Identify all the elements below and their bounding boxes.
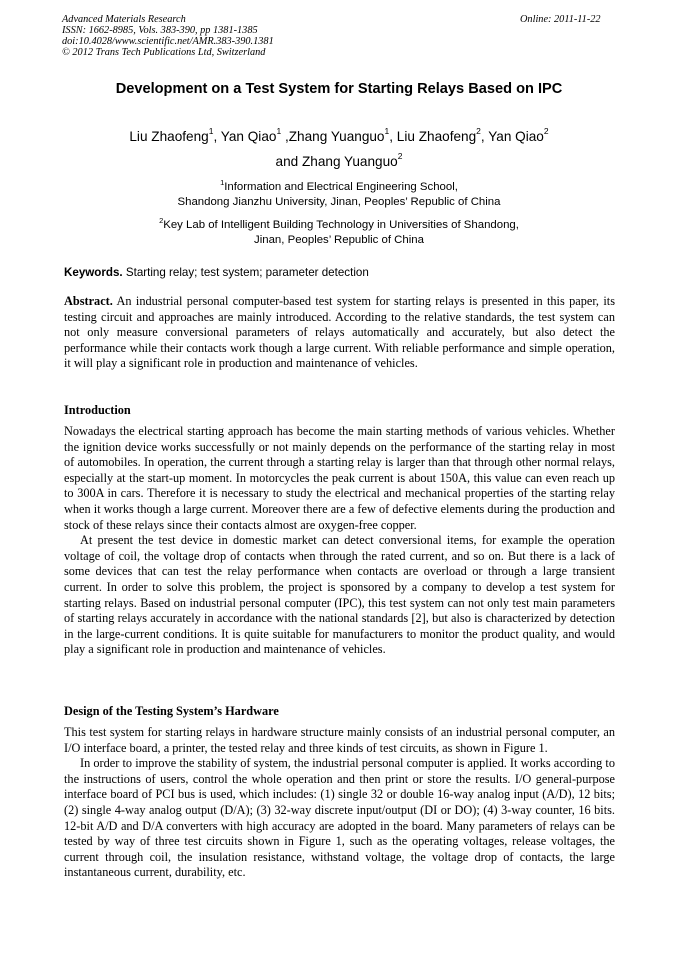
author-affiliation-mark: 1 bbox=[208, 126, 214, 136]
hardware-design-body bbox=[64, 725, 615, 881]
paragraph: In order to improve the stability of system, the industrial personal computer is applied. It works according to the instructions of users, control the whole operation and then print or store the results. I/O general-purpose interface board of PCI bus is used, which includes: (1) single 32 or double 16-way analog input (A/D), 12 bits; (2) single 4-way analog output (D/A); (3) 32-way discrete input/output (DI or DO); (4) 3-way counter, 16 bits. 12-bit A/D and D/A converters with high accuracy are adopted in the board. Many parameters of relays can be tested by way of three test circuits shown in Figure 1, such as the operating voltages, release voltages, the current through coil, the insulation resistance, withstand voltage, the voltage drop of contacts, the large instantaneous current, durability, etc. bbox=[64, 756, 615, 880]
author-affiliation-mark: 2 bbox=[397, 151, 403, 161]
keywords-text: Starting relay; test system; parameter detection bbox=[122, 266, 369, 279]
affiliation-1 bbox=[40, 180, 638, 210]
author-affiliation-mark: 2 bbox=[476, 126, 481, 136]
abstract-text: An industrial personal computer-based test system for starting relays is presented in this paper, its testing circuit and approaches are mainly introduced. According to the relative standards, the test system can not only measure conversional parameters of relays automatically and accurately, but also detect the performance while their contacts work though a large current. With reliable performance and simple operation, it will play a significant role in production and maintenance of vehicles. bbox=[64, 294, 615, 371]
author-name: Liu Zhaofeng bbox=[129, 129, 209, 144]
affiliation-2-line-2: Jinan, Peoples’ Republic of China bbox=[254, 234, 424, 246]
section-heading-introduction: Introduction bbox=[64, 403, 131, 417]
author-name: , Liu Zhaofeng bbox=[389, 129, 477, 144]
author-list bbox=[40, 124, 638, 174]
author-name: and Zhang Yuanguo bbox=[275, 154, 398, 169]
author-affiliation-mark: 2 bbox=[543, 126, 549, 136]
affiliation-text: Key Lab of Intelligent Building Technology in Universities of Shandong, bbox=[163, 219, 519, 231]
affiliation-1-line-2: Shandong Jianzhu University, Jinan, Peoples’ Republic of China bbox=[177, 196, 501, 208]
abstract-label: Abstract. bbox=[64, 294, 113, 308]
copyright-line: © 2012 Trans Tech Publications Ltd, Switzerland bbox=[62, 47, 266, 58]
affiliation-mark: 1 bbox=[220, 178, 225, 187]
author-name: , Yan Qiao bbox=[213, 129, 277, 144]
author-line-1 bbox=[40, 124, 638, 149]
affiliation-2 bbox=[40, 218, 638, 248]
paragraph: This test system for starting relays in hardware structure mainly consists of an industrial personal computer, an I/O interface board, a printer, the tested relay and three kinds of test circuits, as shown in Figure 1. bbox=[64, 725, 615, 755]
author-name: , Yan Qiao bbox=[480, 129, 544, 144]
introduction-body bbox=[64, 424, 615, 658]
keywords bbox=[64, 266, 369, 279]
affiliation-mark: 2 bbox=[159, 216, 164, 225]
author-affiliation-mark: 1 bbox=[276, 126, 282, 136]
paragraph: Nowadays the electrical starting approach has become the main starting methods of various vehicles. Whether the ignition device works successfully or not mainly depends on the performance of the starting relay in most of automobiles. In operation, the current through a starting relay is larger than that through other normal relays, especially at the start-up moment. In motorcycles the peak current is about 150A, this value can even reach up to 300A in cars. Therefore it is necessary to study the electrical and mechanical properties of the starting relay when it works though a large current. Moreover there are a few of defective elements during the production and stock of these relays since their contacts almost are oxygen-free copper. bbox=[64, 424, 615, 532]
author-line-2 bbox=[40, 149, 638, 174]
author-name: ,Zhang Yuanguo bbox=[281, 129, 385, 144]
paragraph: At present the test device in domestic market can detect conversional items, for example the operation voltage of coil, the voltage drop of contacts when through the rated current, and so on. But there is a lack of some devices that can test the relay performance when contacts are overload or through a large transient current. In order to solve this problem, the project is sponsored by a company to develop a test system for starting relays. Based on industrial personal computer (IPC), this test system can not only test main parameters of starting relays accurately in accordance with the national standards [2], but also is characterized by detection in the large-current conditions. It is quite suitable for manufacturers to monitor the product quality, and would play a significant role in production and maintenance of vehicles. bbox=[64, 533, 615, 657]
journal-header bbox=[62, 14, 274, 58]
abstract-paragraph bbox=[64, 294, 615, 372]
online-date: Online: 2011-11-22 bbox=[520, 14, 601, 25]
affiliation-2-line-1 bbox=[40, 218, 638, 233]
journal-name: Advanced Materials Research bbox=[62, 14, 186, 25]
abstract bbox=[64, 294, 615, 372]
affiliation-1-line-1 bbox=[40, 180, 638, 195]
affiliation-text: Information and Electrical Engineering School, bbox=[224, 181, 458, 193]
doi-line: doi:10.4028/www.scientific.net/AMR.383-390.1381 bbox=[62, 36, 274, 47]
author-affiliation-mark: 1 bbox=[384, 126, 390, 136]
keywords-label: Keywords. bbox=[64, 266, 123, 279]
paper-title: Development on a Test System for Starting Relays Based on IPC bbox=[115, 81, 563, 97]
section-heading-hardware-design: Design of the Testing System’s Hardware bbox=[64, 704, 279, 718]
issn-line: ISSN: 1662-8985, Vols. 383-390, pp 1381-1385 bbox=[62, 25, 258, 36]
